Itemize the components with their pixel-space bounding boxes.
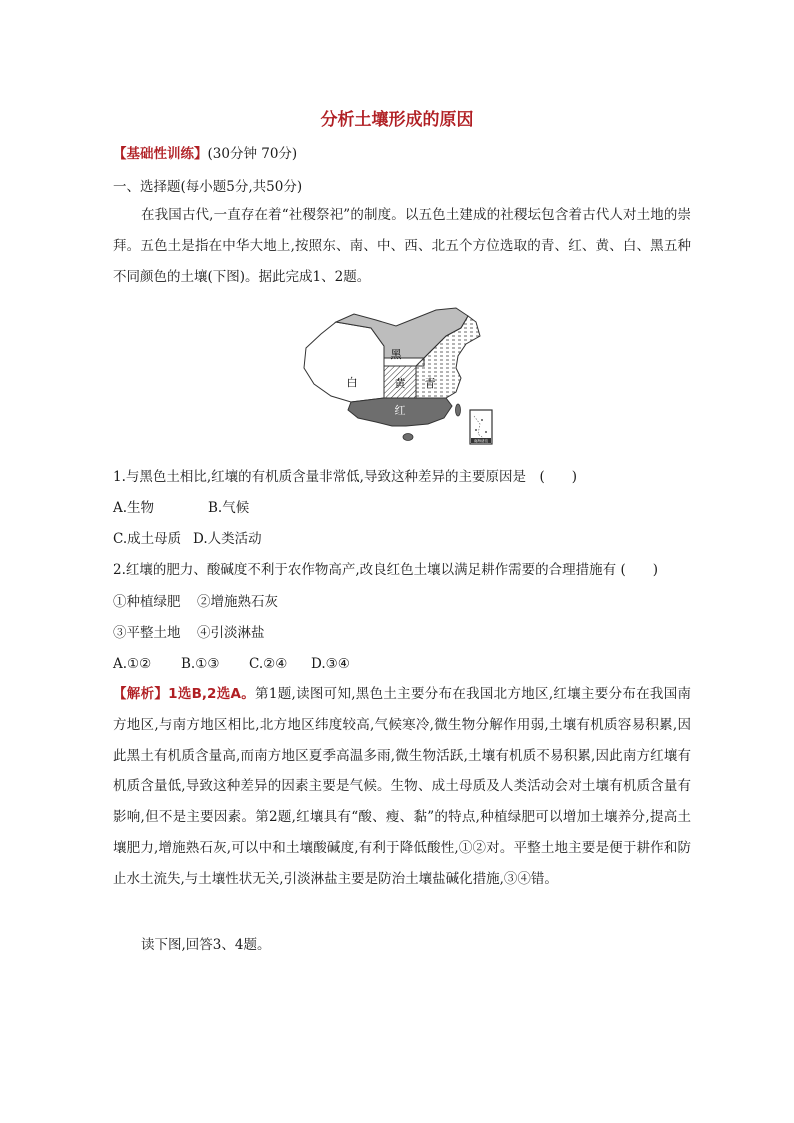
q1-options-cd bbox=[113, 530, 262, 548]
section-heading bbox=[113, 145, 297, 163]
q2-item-3: ③平整土地 bbox=[113, 625, 181, 641]
q2-options bbox=[113, 655, 350, 673]
section-time: (30分钟 70分) bbox=[207, 146, 298, 162]
intro-paragraph: 在我国古代,一直存在着“社稷祭祀”的制度。以五色土建成的社稷坛包含着古代人对土地的崇拜。五色土是指在中华大地上,按照东、南、中、西、北五个方位选取的青、红、黄、白、黑五种不同颜色的土壤(下图)。据此完成1、2题。 bbox=[113, 207, 691, 285]
q1-option-b: B.气候 bbox=[208, 500, 250, 516]
inset-label: 南海诸岛 bbox=[473, 439, 489, 443]
label-west: 白 bbox=[346, 376, 358, 389]
q2-stem: 2.红壤的肥力、酸碱度不利于农作物高产,改良红色土壤以满足耕作需要的合理措施有 ( ) bbox=[113, 562, 658, 578]
q2-option-a: A.①② bbox=[113, 656, 152, 672]
soil-map-figure bbox=[296, 306, 496, 446]
label-east: 青 bbox=[424, 377, 436, 390]
analysis-tag: 【解析】 bbox=[113, 686, 169, 702]
page-title: 分析土壤形成的原因 bbox=[320, 110, 474, 130]
china-soil-map bbox=[296, 306, 496, 446]
analysis-paragraph bbox=[113, 679, 691, 895]
label-center: 黄 bbox=[394, 377, 406, 390]
q1-option-d: D.人类活动 bbox=[193, 531, 262, 547]
q2-item-1: ①种植绿肥 bbox=[113, 594, 181, 610]
label-south: 红 bbox=[394, 404, 406, 417]
q2-option-c: C.②④ bbox=[249, 656, 288, 672]
q1-stem: 1.与黑色土相比,红壤的有机质含量非常低,导致这种差异的主要原因是 ( ) bbox=[113, 469, 577, 485]
analysis-answer: 1选B,2选A。 bbox=[168, 686, 256, 702]
q2-items-34 bbox=[113, 624, 265, 642]
q2-item-2: ②增施熟石灰 bbox=[197, 594, 278, 610]
q2-item-4: ④引淡淋盐 bbox=[197, 625, 265, 641]
q1-options-ab bbox=[113, 499, 249, 517]
q2-option-d: D.③④ bbox=[311, 656, 350, 672]
q1-option-c: C.成土母质 bbox=[113, 531, 182, 547]
q2-items-12 bbox=[113, 593, 278, 611]
section-tag: 【基础性训练】 bbox=[113, 146, 208, 162]
q1-option-a: A.生物 bbox=[113, 500, 155, 516]
q2-option-b: B.①③ bbox=[181, 656, 220, 672]
label-north: 黑 bbox=[390, 348, 402, 361]
analysis-text: 第1题,读图可知,黑色土主要分布在我国北方地区,红壤主要分布在我国南方地区,与南方地区相比,北方地区纬度较高,气候寒冷,微生物分解作用弱,土壤有机质容易积累,因此黑土有机质含量高,而南方地区夏季高温多雨,微生物活跃,土壤有机质不易积累,因此南方红壤有机质含量低,导致这种差异的因素主要是气候。生物、成土母质及人类活动会对土壤有机质含量有影响,但不是主要因素。第2题,红壤具有“酸、瘦、黏”的特点,种植绿肥可以增加土壤养分,提高土壤肥力,增施熟石灰,可以中和土壤酸碱度,有利于降低酸性,①②对。平整土地主要是便于耕作和防止水土流失,与土壤性状无关,引淡淋盐主要是防治土壤盐碱化措施,③④错。 bbox=[113, 686, 692, 887]
part-heading: 一、选择题(每小题5分,共50分) bbox=[113, 179, 303, 195]
taiwan-island bbox=[456, 404, 461, 416]
hainan-island bbox=[403, 434, 413, 441]
west-region bbox=[304, 322, 384, 402]
next-instruction: 读下图,回答3、4题。 bbox=[141, 937, 271, 953]
